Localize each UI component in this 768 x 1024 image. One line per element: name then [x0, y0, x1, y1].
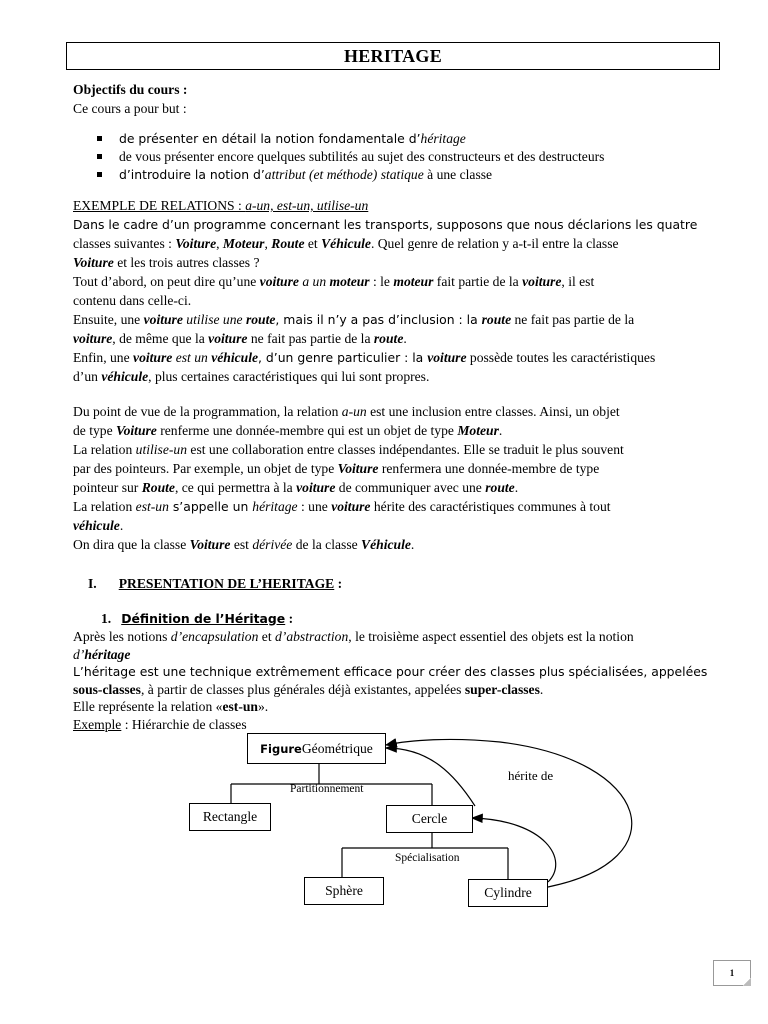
list-item: d’introduire la notion d’attribut (et méthode) statique à une classe [73, 166, 733, 184]
list-item: de vous présenter encore quelques subtilités au sujet des constructeurs et des destructeurs [73, 148, 733, 166]
paragraph-line: pointeur sur Route, ce qui permettra à la voiture de communiquer avec une route. [73, 480, 519, 495]
paragraph-line: par des pointeurs. Par exemple, un objet de type Voiture renfermera une donnée-membre de type [73, 461, 600, 476]
partitionnement-label: Partitionnement [290, 783, 364, 795]
paragraph-line: Ensuite, une voiture utilise une route, mais il n’y a pas d’inclusion : la route ne fait pas partie de la [73, 312, 635, 327]
section-heading: I. PRESENTATION DE L’HERITAGE : [88, 576, 343, 591]
paragraph-line: d’un véhicule, plus certaines caractéristiques qui lui sont propres. [73, 369, 430, 384]
paragraph-line: La relation utilise-un est une collaboration entre classes indépendantes. Elle se traduit le plus souvent [73, 442, 624, 457]
paragraph-line: L’héritage est une technique extrêmement efficace pour créer des classes plus spécialisées, appelées [73, 664, 708, 679]
class-node-sphere: Sphère [304, 877, 384, 905]
paragraph-line: Voiture et les trois autres classes ? [73, 255, 260, 270]
class-node-rectangle: Rectangle [189, 803, 271, 831]
paragraph-line: Après les notions d’encapsulation et d’abstraction, le troisième aspect essentiel des objets est la notion [73, 629, 634, 644]
paragraph-line: véhicule. [73, 518, 124, 533]
paragraph-line: Exemple : Hiérarchie de classes [73, 716, 247, 732]
page-title: HERITAGE [66, 42, 720, 70]
class-node-figure-geometrique: Figure Géométrique [247, 733, 386, 764]
objectives-heading: Objectifs du cours : [73, 82, 188, 97]
subsection-heading: 1. Définition de l’Héritage : [101, 611, 294, 626]
specialisation-label: Spécialisation [395, 852, 460, 864]
class-node-cercle: Cercle [386, 805, 473, 833]
paragraph-line: classes suivantes : Voiture, Moteur, Route et Véhicule. Quel genre de relation y a-t-il entre la classe [73, 236, 619, 251]
paragraph-line: d’héritage [73, 646, 131, 662]
class-node-cylindre: Cylindre [468, 879, 548, 907]
paragraph-line: Du point de vue de la programmation, la relation a-un est une inclusion entre classes. Ainsi, un objet [73, 404, 620, 419]
herite-de-label: hérite de [508, 768, 554, 783]
paragraph-line: La relation est-un s’appelle un héritage : une voiture hérite des caractéristiques communes à tout [73, 499, 611, 514]
paragraph-line: voiture, de même que la voiture ne fait pas partie de la route. [73, 331, 407, 346]
paragraph-line: Elle représente la relation «est-un». [73, 699, 269, 714]
paragraph-line: contenu dans celle-ci. [73, 293, 192, 308]
inherits-arrow [386, 748, 475, 806]
objectives-intro: Ce cours a pour but : [73, 101, 187, 116]
example-heading: EXEMPLE DE RELATIONS : a-un, est-un, utilise-un [73, 198, 369, 213]
paragraph-line: Tout d’abord, on peut dire qu’une voiture a un moteur : le moteur fait partie de la voiture, il est [73, 274, 595, 289]
paragraph-line: Dans le cadre d’un programme concernant les transports, supposons que nous déclarions les quatre [73, 217, 698, 232]
paragraph-line: Enfin, une voiture est un véhicule, d’un genre particulier : la voiture possède toutes les caractéristiques [73, 350, 656, 365]
inherits-arrow [472, 818, 556, 882]
paragraph-line: On dira que la classe Voiture est dérivée de la classe Véhicule. [73, 537, 415, 552]
page-number: 1 [713, 960, 751, 986]
paragraph-line: de type Voiture renferme une donnée-membre qui est un objet de type Moteur. [73, 423, 503, 438]
paragraph-line: sous-classes, à partir de classes plus générales déjà existantes, appelées super-classes. [73, 681, 544, 697]
list-item: de présenter en détail la notion fondamentale d’héritage [73, 130, 733, 148]
